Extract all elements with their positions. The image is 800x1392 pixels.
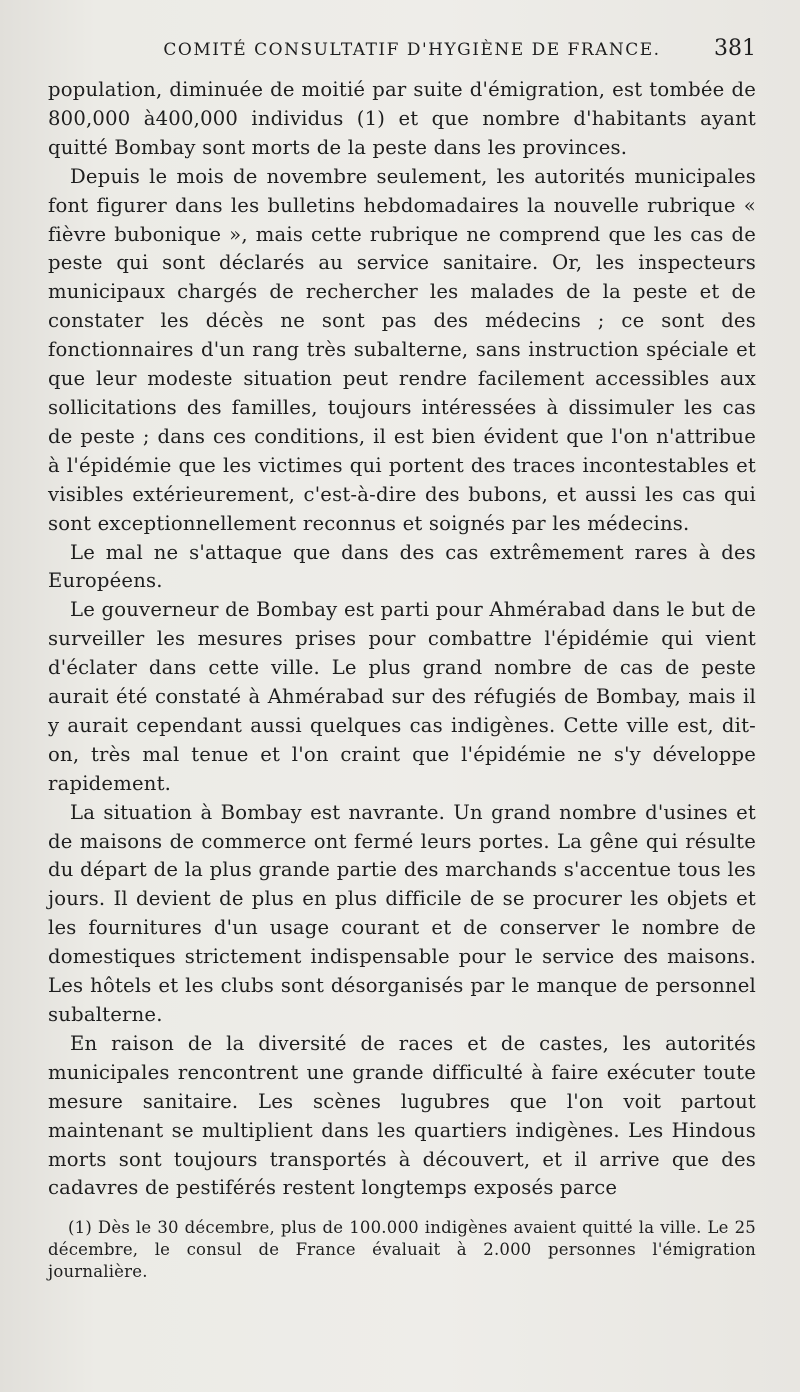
body-text <box>48 76 756 1203</box>
running-head <box>48 36 756 70</box>
running-title: COMITÉ CONSULTATIF D'HYGIÈNE DE FRANCE. <box>163 40 661 60</box>
paragraph-continued: population, diminuée de moitié par suite d'émigration, est tombée de 800,000 à400,000 individus (1) et que nombre d'habitants ayant quitté Bombay sont morts de la peste dans les provinces. <box>48 78 756 159</box>
footnotes <box>48 1217 756 1283</box>
paragraph: La situation à Bombay est navrante. Un grand nombre d'usines et de maisons de commerce ont fermé leurs portes. La gêne qui résulte du départ de la plus grande partie des marchands s'accentue tous les jours. Il devient de plus en plus difficile de se procurer les objets et les fournitures d'un usage courant et de conserver le nombre de domestiques strictement indispensable pour le service des maisons. Les hôtels et les clubs sont désorganisés par le manque de personnel subalterne. <box>48 800 756 1026</box>
paragraph: Le mal ne s'attaque que dans des cas extrêmement rares à des Européens. <box>48 540 756 593</box>
paragraph: Le gouverneur de Bombay est parti pour Ahmérabad dans le but de surveiller les mesures prises pour combattre l'épidémie qui vient d'éclater dans cette ville. Le plus grand nombre de cas de peste aurait été constaté à Ahmérabad sur des réfugiés de Bombay, mais il y aurait cependant aussi quelques cas indigènes. Cette ville est, dit-on, très mal tenue et l'on craint que l'épidémie ne s'y développe rapidement. <box>48 598 756 795</box>
paragraph: Depuis le mois de novembre seulement, les autorités municipales font figurer dans les bulletins hebdomadaires la nouvelle rubrique « fièvre bubonique », mais cette rubrique ne comprend que les cas de peste qui sont déclarés au service sanitaire. Or, les inspecteurs municipaux chargés de rechercher les malades de la peste et de constater les décès ne sont pas des médecins ; ce sont des fonctionnaires d'un rang très subalterne, sans instruction spéciale et que leur modeste situation peut rendre facilement accessibles aux sollicitations des familles, toujours intéressées à dissimuler les cas de peste ; dans ces conditions, il est bien évident que l'on n'attribue à l'épidémie que les victimes qui portent des traces incontestables et visibles extérieurement, c'est-à-dire des bubons, et aussi les cas qui sont exceptionnellement reconnus et soignés par les médecins. <box>48 164 756 535</box>
footnote: (1) Dès le 30 décembre, plus de 100.000 indigènes avaient quitté la ville. Le 25 décembre, le consul de France évaluait à 2.000 personnes l'émigration journalière. <box>48 1218 756 1282</box>
paragraph: En raison de la diversité de races et de castes, les autorités municipales rencontrent une grande difficulté à faire exécuter toute mesure sanitaire. Les scènes lugubres que l'on voit partout maintenant se multiplient dans les quartiers indigènes. Les Hindous morts sont toujours transportés à découvert, et il arrive que des cadavres de pestiférés restent longtemps exposés parce <box>48 1031 756 1200</box>
page-number: 381 <box>714 36 756 61</box>
